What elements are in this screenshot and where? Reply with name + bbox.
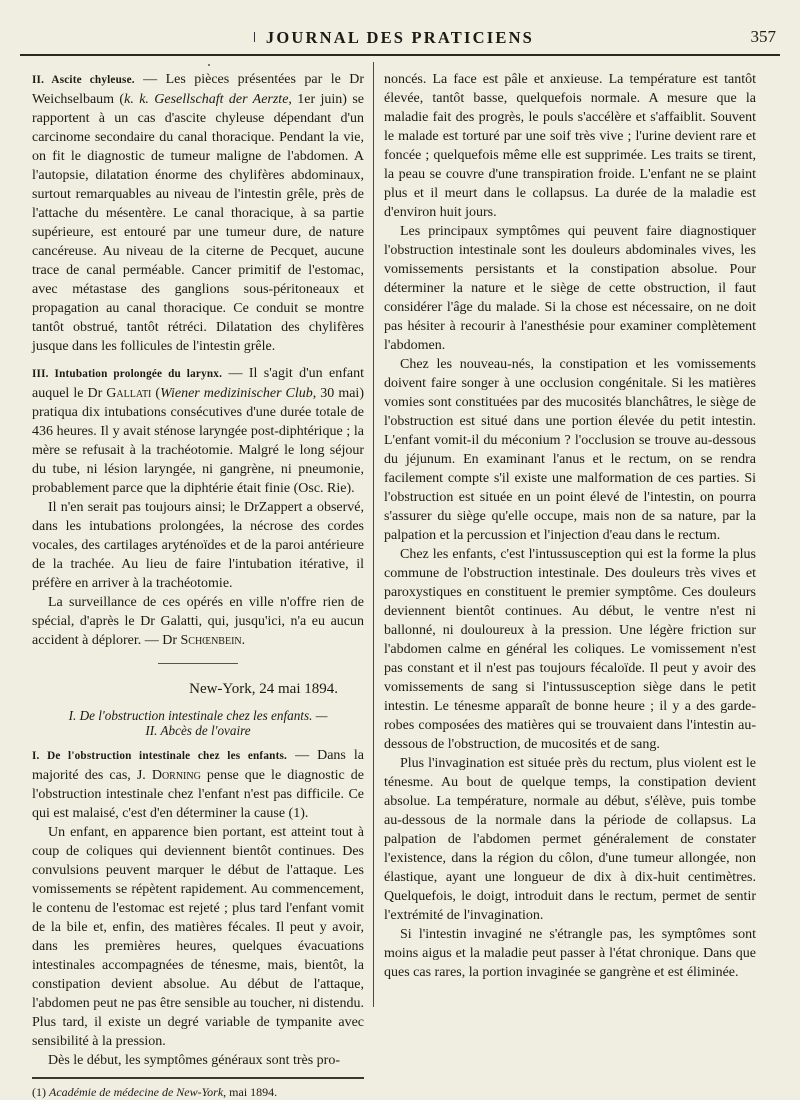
footnote-rule [32,1077,364,1079]
paragraph: Chez les nouveau-nés, la constipation et les vomissements doivent faire songer à une occlusion congénitale. Si les matières vomies sont constituées par des mucosités blanchâtres, le siège de l'obstruction est situé dans une portion élevée du petit intestin. L'enfant vomit-il du méconium ? l'occlusion se trouve au-dessous du jéjunum. En examinant l'anus et le rectum, on se rendra facilement compte s'il existe une malformation de ces parties. Si l'obstruction est située en un point élevé de l'intestin, on pourra s'assurer du siège qu'elle occupe, mais non de sa nature, par la palpation et la percussion et l'injection d'eau dans le rectum. [384,357,756,543]
author-name: Dorning [151,768,201,783]
paragraph: Plus l'invagination est située près du rectum, plus violent est le ténesme. Au bout de quelque temps, la constipation devient absolue. La température, normale au début, s'élève, puis tombe au-dessous de la normale dans la période de collapsus. La palpation de l'abdomen permet généralement de constater l'existence, dans la région du côlon, d'une tumeur allongée, non élastique, ayant une longueur de dix à dix-huit centimètres. Quelquefois, le doigt, introduit dans le rectum, permet de sentir l'extrémité de l'invagination. [384,756,756,923]
print-speck [208,64,210,66]
section-title-obstruction: I. De l'obstruction intestinale chez les enfants. [32,750,288,762]
paragraph: Chez les enfants, c'est l'intussusception qui est la forme la plus commune de l'obstruction intestinale. Des douleurs très vives et paroxystiques en constituent le premier symptôme. Ces douleurs deviennent bientôt continues. Au début, le ventre n'est ni ballonné, ni douloureux à la pression. Une légère friction sur l'abdomen calme en général les coliques. Le vomissement n'est pas constant et il n'est pas toujours fécaloïde. Il peut y avoir des vomissements de sang si l'intussusception siège dans le petit intestin. Le ténesme apparaît de bonne heure ; il y a des garde-robes composées des matières qui se trouvaient dans l'intestin au-dessous de l'obstruction, de mucosités et de sang. [384,547,756,752]
section-text: — Il s'agit d'un enfant auquel le Dr [32,366,364,401]
page-header [20,18,780,62]
footnote [32,1085,364,1100]
section-text: — Dans la majorité des cas, J. [32,748,364,783]
paragraph: Dès le début, les symptômes généraux sont très pro- [48,1053,340,1068]
page-number: 357 [750,27,776,46]
section-separator [158,663,238,664]
author-name: Gallati [106,386,152,401]
section-text: La surveillance de ces opérés en ville n'offre rien de spécial, d'après le Dr Galatti, qui, jusqu'ici, n'a eu aucun accident à déplorer. — Dr [32,595,364,648]
journal-title: JOURNAL DES PRATICIENS [265,28,535,47]
section-intubation [32,364,364,498]
left-column [32,70,364,1100]
right-column [384,70,756,982]
section-text: ( [151,386,161,401]
section-text: , 1er juin) se rapportent à un cas d'ascite chyleuse dépendant d'un carcinome secondaire du canal thoracique. Pendant la vie, on fit le diagnostic de tumeur maligne de l'abdomen. A l'autopsie, dilatation énorme des chylifères abdominaux, surtout remarquables au niveau de l'intestin grêle, près de l'attache du mésentère. Le canal thoracique, à sa partie supérieure, est entouré par une tumeur dure, de nature cancéreuse. Au niveau de la citerne de Pecquet, aucune trace de canal perméable. Cancer primitif de l'estomac, avec métastase des ganglions sous-péritoneaux et propagation au canal thoracique. Ce conduit se montre tantôt obstrué, tantôt rétréci. Dilatation des chylifères jusque dans les follicules de l'intestin grêle. [32,92,364,354]
paragraph: noncés. La face est pâle et anxieuse. La température est tantôt élevée, tantôt basse, quelquefois normale. A mesure que la maladie fait des progrès, le pouls s'accélère et s'affaiblit. Souvent le malade est torturé par une soif très vive ; l'urine devient rare et foncée ; quelquefois même elle est supprimée. Les traits se tirent, la peau se couvre d'une transpiration froide. L'enfant ne se plaint plus et il meurt dans le collapsus. La durée de la maladie est d'environ huit jours. [384,72,756,220]
section-title-intubation: III. Intubation prolongée du larynx. [32,368,223,380]
correspondence-subtitle: II. Abcès de l'ovaire [145,723,251,738]
correspondence-subtitle: I. De l'obstruction intestinale chez les enfants. — [68,708,328,723]
footnote-marker: (1) [32,1085,49,1099]
paragraph: Un enfant, en apparence bien portant, est atteint tout à coup de coliques qui deviennent bientôt continues. Des convulsions peuvent marquer le début de l'attaque. Les vomissements se répètent rapidement. Au commencement, le contenu de l'estomac est rejeté ; plus tard l'enfant vomit de la bile et, enfin, des matières fécales. Il peut y avoir, dans les premières heures, quelques évacuations intestinales accompagnées de ténesme, mais, bientôt, la constipation devient absolue. Au début de l'attaque, l'abdomen peut ne pas être sensible au toucher, ni distendu. Plus tard, il existe un degré variable de tympanite avec sensibilité à la pression. [32,825,364,1049]
section-obstruction [32,746,364,823]
paragraph [32,593,364,650]
column-divider [373,62,374,1007]
paragraph: Les principaux symptômes qui peuvent faire diagnostiquer l'obstruction intestinale sont les douleurs abdominales vives, les vomissements persistants et la constipation absolue. Pour déterminer la nature et le siège de cette obstruction, il faut considérer l'âge du malade. Si la chose est nécessaire, on ne doit pas hésiter à recourir à l'anesthésie pour examiner complètement l'abdomen. [384,224,756,353]
journal-reference: Wiener medizinischer Club [160,386,313,401]
section-text: — Les pièces présentées par le Dr Weichselbaum ( [32,72,364,107]
paragraph: Il n'en serait pas toujours ainsi; le DrZappert a observé, dans les intubations prolongées, la nécrose des cordes vocales, des cartilages aryténoïdes et de la paroi antérieure de la trachée. Au lieu de faire l'intubation itérative, il préfère en arriver à la trachéotomie. [32,500,364,591]
paragraph: Si l'intestin invaginé ne s'étrangle pas, les symptômes sont moins aigus et la maladie peut passer à l'état chronique. Dans que ques cas rares, la portion invaginée se gangrène et est éliminée. [384,927,756,980]
signature: Schœnbein [180,633,242,648]
journal-reference: k. k. Gesellschaft der Aerzte [124,92,289,107]
section-text: , 30 mai) pratiqua dix intubations consécutives d'une durée totale de 436 heures. Il y avait sténose laryngée post-diphtérique ; la mère se refusait à la trachéotomie. Malgré le long séjour du tube, ni lésion laryngée, ni gangrène, ni pneumonie, probablement parce que la diphtérie était finie (Osc. Rie). [32,386,364,496]
footnote-reference: Académie de médecine de New-York [49,1085,224,1099]
section-title-ascite: II. Ascite chyleuse. [32,74,135,86]
section-text: pense que le diagnostic de l'obstruction intestinale chez l'enfant n'est pas difficile. Ce qui est malaisé, c'est d'en déterminer la cause (1). [32,768,365,821]
section-ascite [32,70,364,356]
footnote-text: , mai 1894. [223,1085,278,1099]
dateline: New-York, 24 mai 1894. [189,681,338,697]
section-text: . [241,633,246,648]
header-rule [20,54,780,56]
